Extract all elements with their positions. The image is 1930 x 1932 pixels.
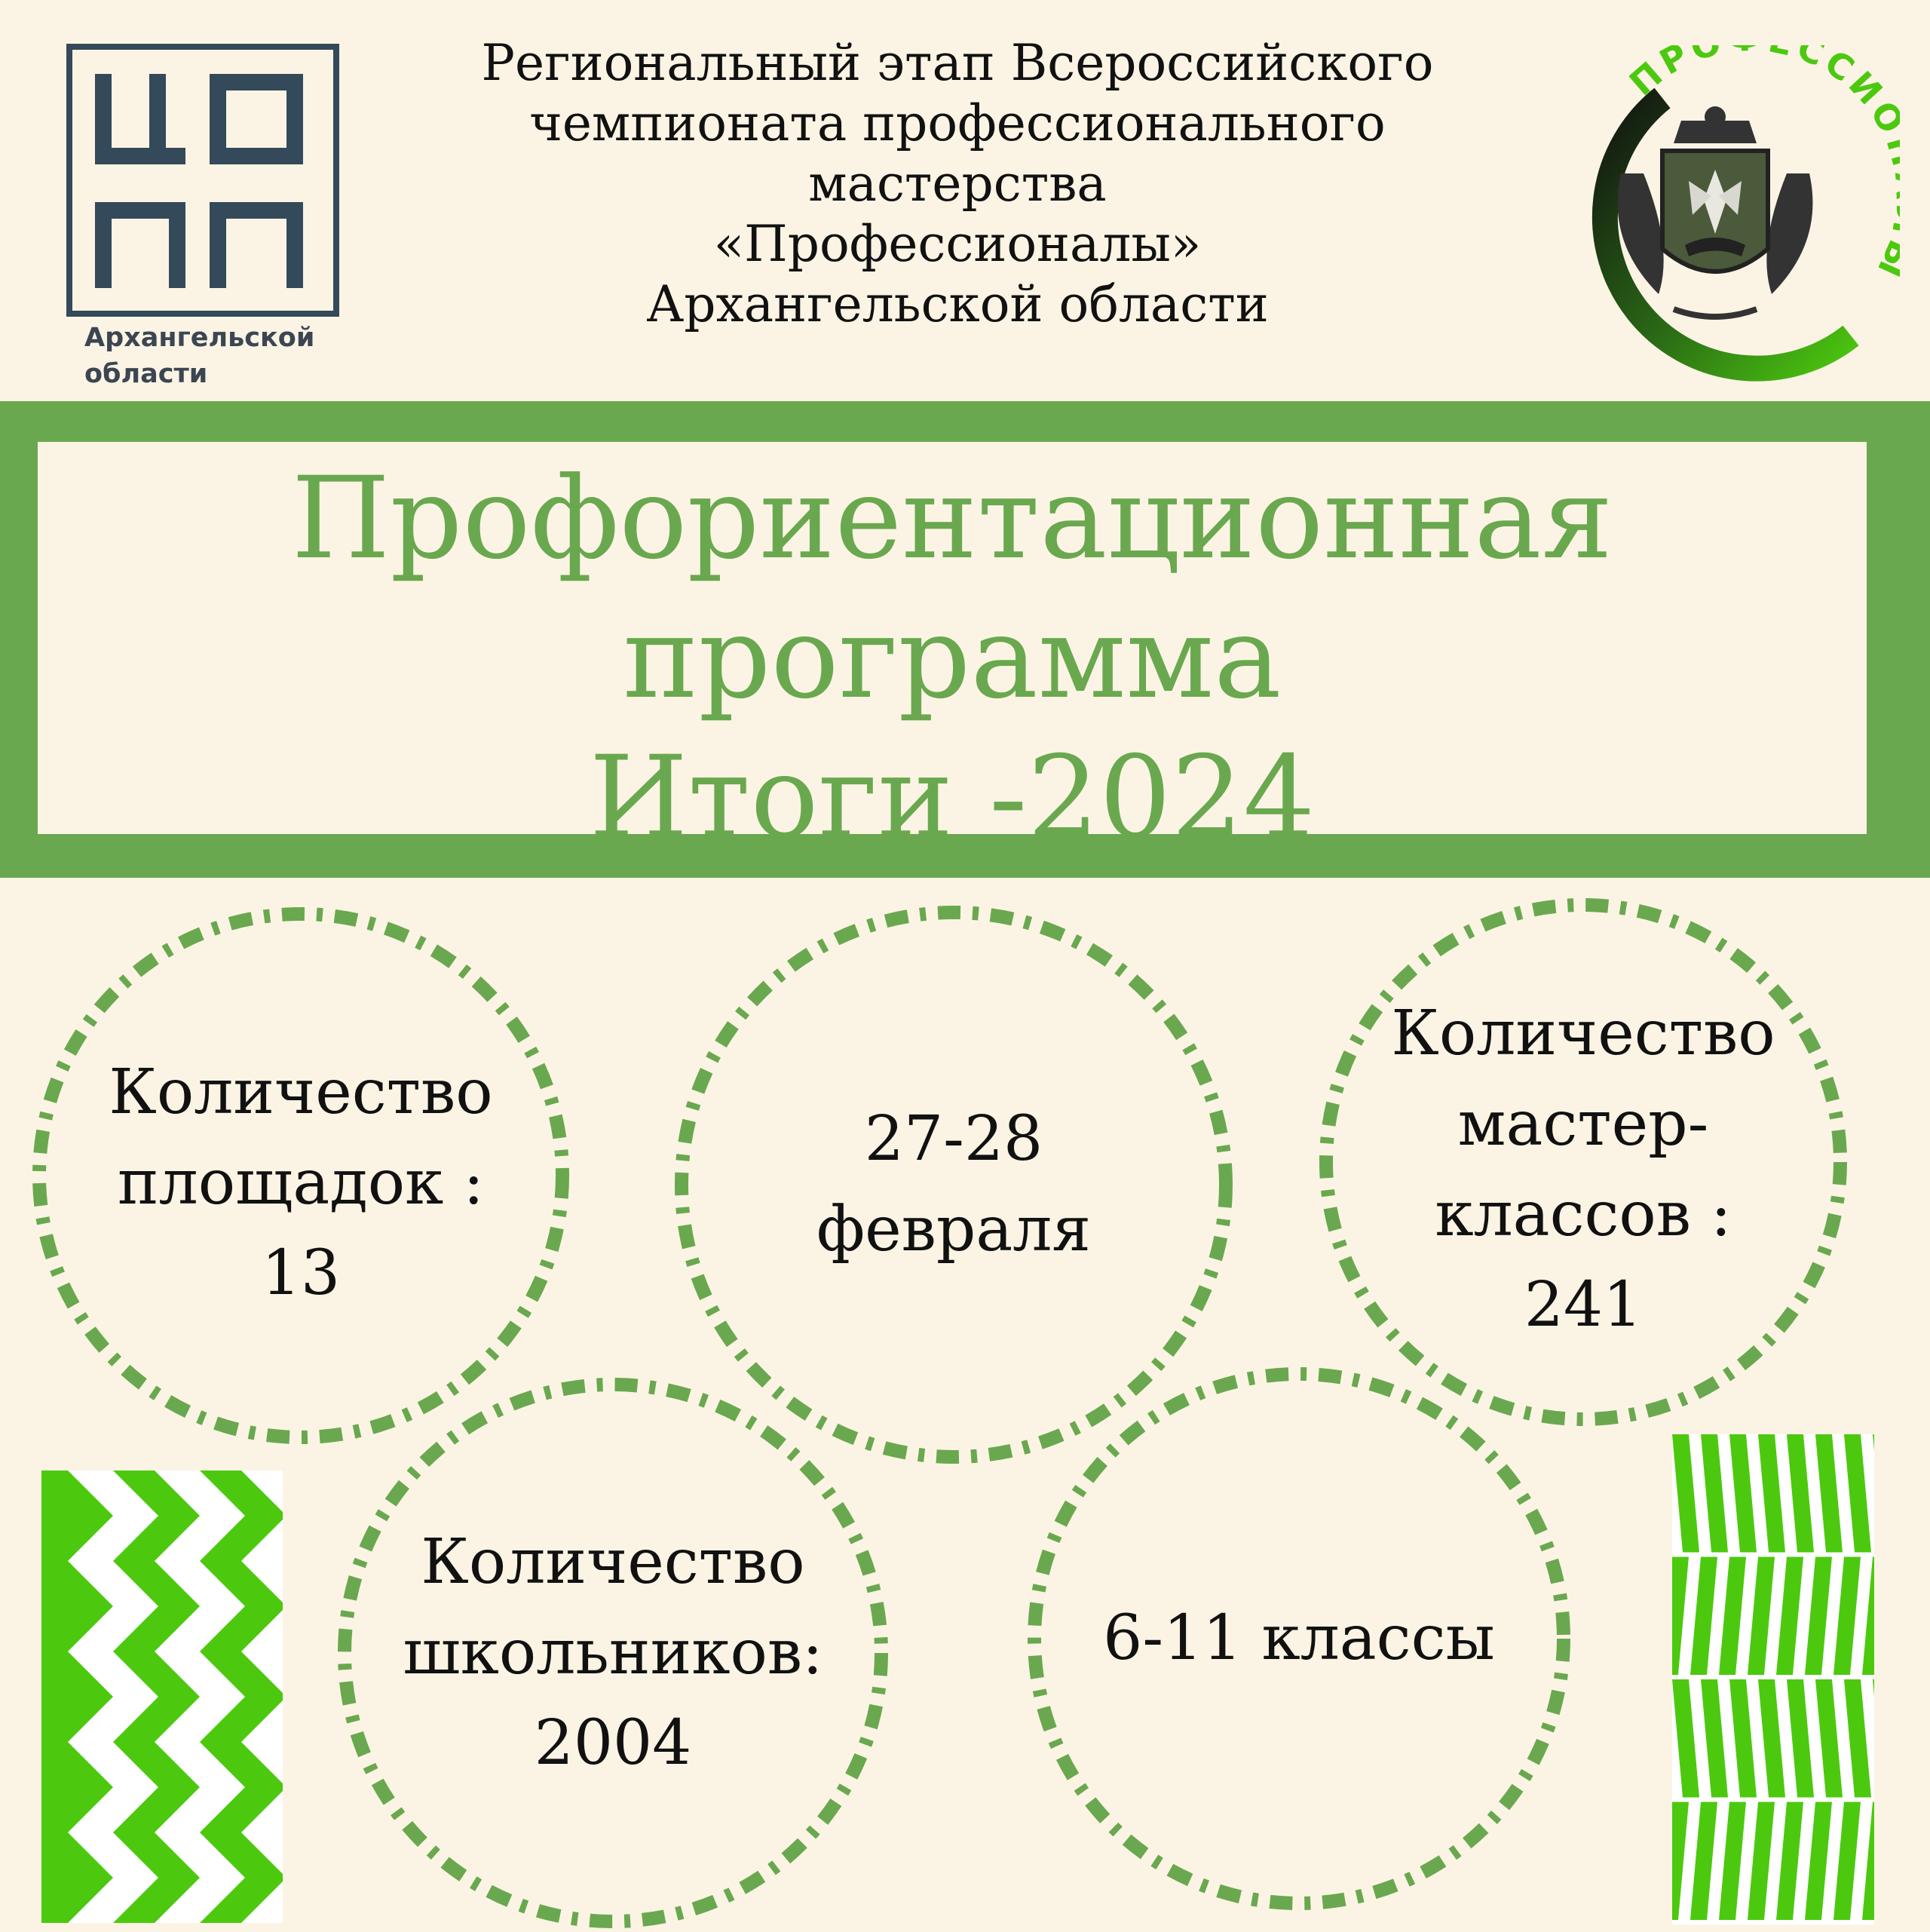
stat-circle-grades — [1024, 1363, 1574, 1914]
stat-label: Количество — [109, 1056, 493, 1128]
stat-value: 27-28 — [864, 1103, 1043, 1175]
header-title-line: чемпионата профессионального — [529, 94, 1386, 152]
copp-logo-caption — [84, 320, 356, 392]
professionaly-logo — [1561, 45, 1900, 385]
banner-title-line: Профориентационная — [291, 453, 1613, 584]
header-title-line: Архангельской области — [646, 275, 1269, 333]
stat-label: Количество — [421, 1526, 805, 1598]
stat-masterclasses-text — [1316, 894, 1851, 1437]
stat-label: площадок : — [117, 1147, 485, 1219]
stat-circle-venues — [29, 903, 573, 1448]
stat-label: Количество — [1391, 998, 1775, 1069]
title-banner — [0, 401, 1930, 878]
title-banner-inner — [38, 442, 1867, 863]
stat-label: мастер- — [1457, 1088, 1709, 1160]
stat-venues-text — [29, 903, 573, 1455]
stat-value: 6-11 классы — [1103, 1602, 1495, 1674]
diagonal-stripes-pattern — [1672, 1434, 1874, 1924]
header-title-line: Региональный этап Всероссийского — [481, 34, 1434, 92]
copp-caption-line: области — [84, 359, 208, 389]
stat-value: 241 — [1524, 1269, 1643, 1341]
stat-label: классов : — [1435, 1179, 1732, 1250]
logo-ring-text: ПР ССИ — [1621, 45, 1894, 116]
header-title-line: мастерства — [808, 155, 1107, 213]
copp-logo — [66, 44, 339, 317]
copp-caption-line: Архангельской — [84, 323, 315, 353]
header-title — [332, 33, 1583, 335]
stat-label: февраля — [816, 1194, 1092, 1265]
coat-of-arms-icon — [1618, 106, 1813, 317]
stat-value: 2004 — [534, 1707, 692, 1779]
zigzag-pattern — [41, 1470, 283, 1923]
stat-value: 13 — [261, 1237, 341, 1309]
stat-students-text — [334, 1374, 892, 1932]
stat-circle-masterclasses — [1316, 894, 1851, 1430]
banner-title-line: Итоги -2024 — [589, 732, 1316, 863]
header-title-line: «Профессионалы» — [713, 215, 1202, 273]
stat-grades-text — [1024, 1363, 1574, 1914]
banner-title — [38, 449, 1867, 868]
stat-circle-students — [334, 1374, 892, 1932]
banner-title-line: программа — [623, 593, 1282, 724]
copp-logo-icon — [66, 44, 339, 317]
stat-label: школьников: — [403, 1617, 823, 1688]
